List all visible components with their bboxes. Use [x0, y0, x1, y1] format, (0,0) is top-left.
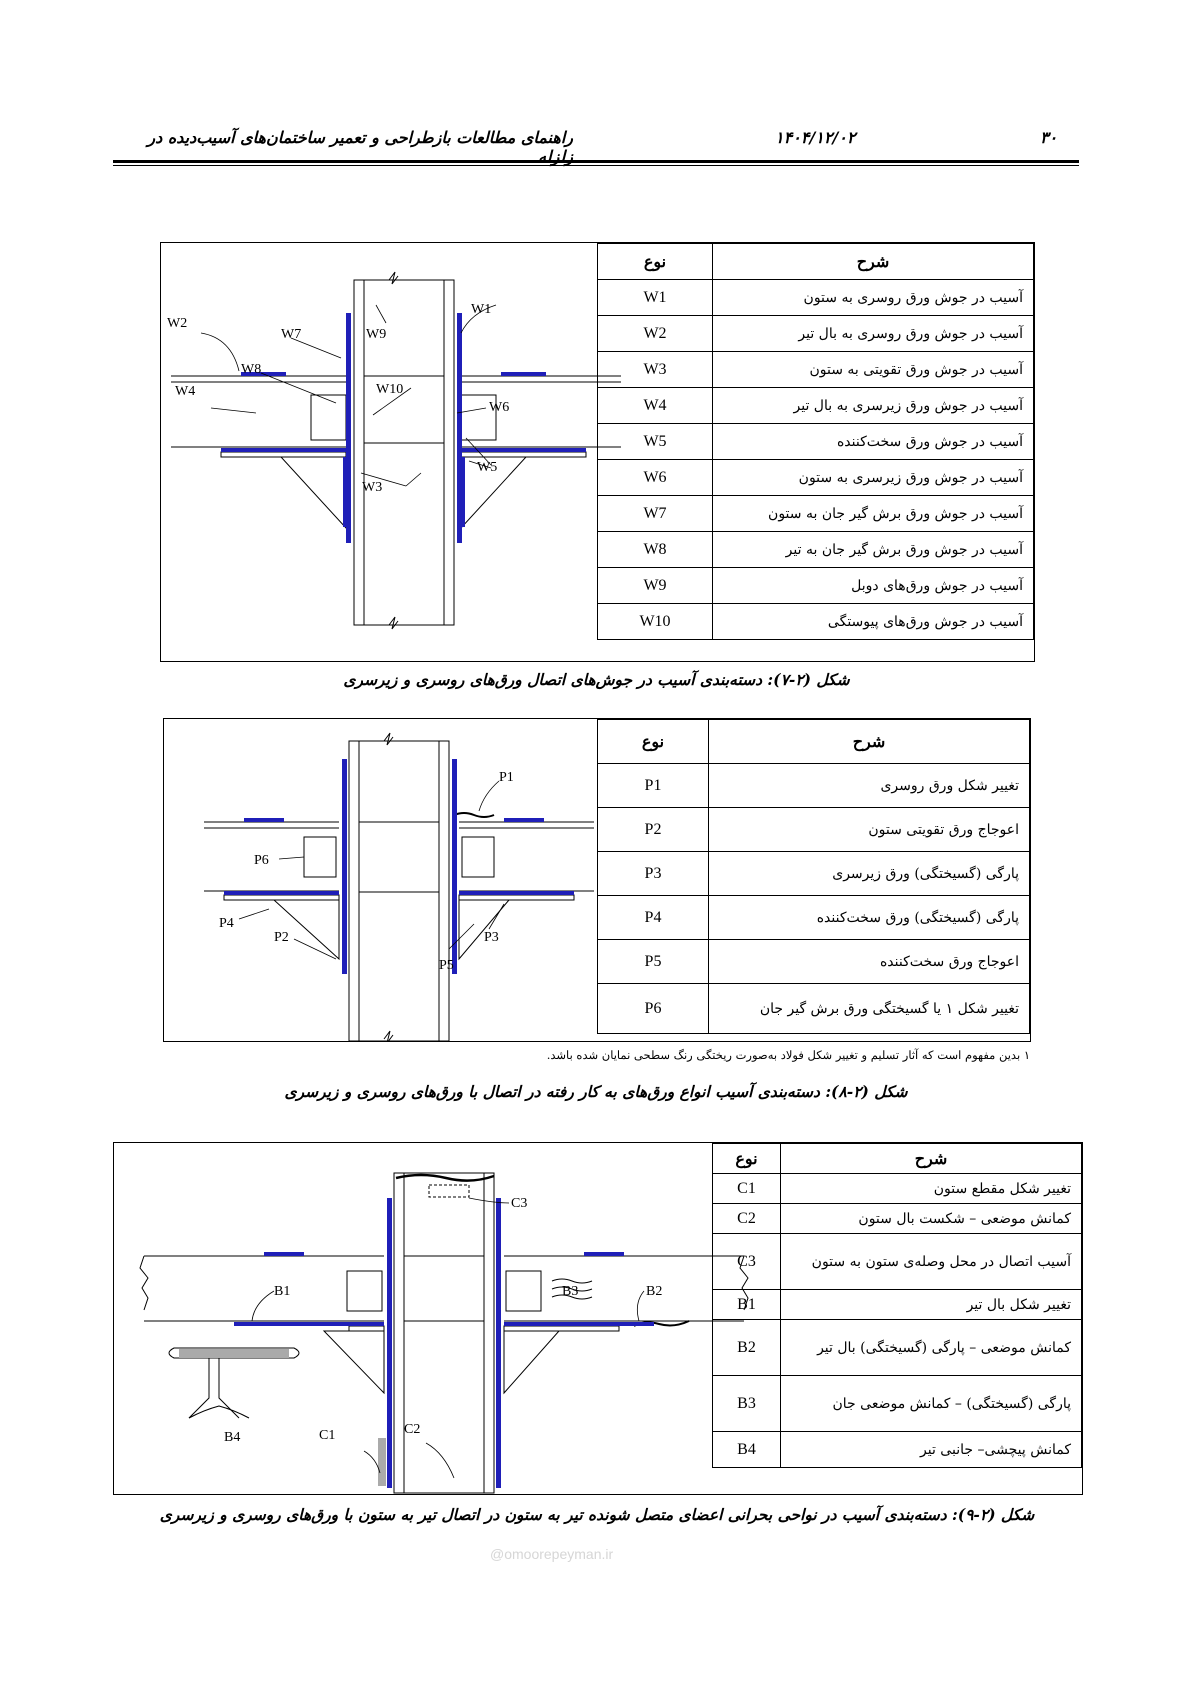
row-desc: آسیب در جوش ورق زیرسری به بال تیر [713, 388, 1034, 424]
caption-2-9: شکل (۲-۹): دسته‌بندی آسیب در نواحی بحرانی اعضای متصل شونده تیر به ستون در اتصال تیر به ستون با ورق‌های روسری و زیرسری [159, 1505, 1035, 1524]
caption-2-8: شکل (۲-۸): دسته‌بندی آسیب انواع ورق‌های به کار رفته در اتصال با ورق‌های روسری و زیرسری [284, 1082, 908, 1101]
col-desc-header: شرح [709, 720, 1030, 764]
row-code: P4 [598, 896, 709, 940]
label-W10: W10 [376, 382, 404, 397]
row-code: P3 [598, 852, 709, 896]
row-desc: اعوجاج ورق تقویتی ستون [709, 808, 1030, 852]
row-code: B1 [713, 1290, 781, 1320]
label-W8: W8 [241, 362, 262, 377]
row-code: B4 [713, 1432, 781, 1468]
row-desc: پارگی (گسیختگی) – کمانش موضعی جان [781, 1376, 1082, 1432]
row-code: W3 [598, 352, 713, 388]
label-W1: W1 [471, 302, 492, 317]
col-desc-header: شرح [713, 244, 1034, 280]
row-desc: اعوجاج ورق سخت‌کننده [709, 940, 1030, 984]
header-date: ۱۴۰۴/۱۲/۰۲ [775, 128, 856, 147]
label-W9: W9 [366, 327, 387, 342]
row-desc: کمانش موضعی – شکست بال ستون [781, 1204, 1082, 1234]
row-code: W7 [598, 496, 713, 532]
col-type-header: نوع [598, 720, 709, 764]
label-B1: B1 [274, 1284, 291, 1299]
label-B3: B3 [562, 1284, 579, 1299]
row-desc: تغییر شکل ۱ یا گسیختگی ورق برش گیر جان [709, 984, 1030, 1034]
row-desc: تغییر شکل مقطع ستون [781, 1174, 1082, 1204]
row-desc: پارگی (گسیختگی) ورق زیرسری [709, 852, 1030, 896]
page-number: ۳۰ [1040, 128, 1058, 147]
row-desc: آسیب در جوش ورق‌های دوبل [713, 568, 1034, 604]
label-P6: P6 [254, 853, 269, 868]
label-B2: B2 [646, 1284, 663, 1299]
figure-2-8 [163, 718, 1031, 1042]
label-P1: P1 [499, 770, 514, 785]
label-W3: W3 [362, 480, 383, 495]
row-desc: کمانش پیچشی– جانبی تیر [781, 1432, 1082, 1468]
row-code: W5 [598, 424, 713, 460]
row-code: C1 [713, 1174, 781, 1204]
row-code: W8 [598, 532, 713, 568]
label-P2: P2 [274, 930, 289, 945]
row-desc: آسیب در جوش ورق تقویتی به ستون [713, 352, 1034, 388]
row-code: W10 [598, 604, 713, 640]
row-code: W2 [598, 316, 713, 352]
row-code: C3 [713, 1234, 781, 1290]
label-W5: W5 [477, 460, 498, 475]
row-desc: آسیب اتصال در محل وصله‌ی ستون به ستون [781, 1234, 1082, 1290]
row-code: P6 [598, 984, 709, 1034]
label-W2: W2 [167, 316, 188, 331]
label-W7: W7 [281, 327, 302, 342]
label-P4: P4 [219, 916, 234, 931]
legend-table-2-9 [712, 1143, 1082, 1468]
label-P5: P5 [439, 958, 454, 973]
label-C1: C1 [319, 1428, 336, 1443]
legend-table-2-8 [597, 719, 1030, 1034]
legend-table-2-7 [597, 243, 1034, 640]
plate-damage-diagram [164, 719, 634, 1041]
row-code: W6 [598, 460, 713, 496]
label-W6: W6 [489, 400, 510, 415]
diagram-labels [219, 770, 514, 973]
header-title: راهنمای مطالعات بازطراحی و تعمیر ساختمان‌های آسیب‌دیده در زلزله [147, 128, 573, 166]
row-desc: تغییر شکل ورق روسری [709, 764, 1030, 808]
row-code: C2 [713, 1204, 781, 1234]
watermark: @omoorepeyman.ir [490, 1546, 614, 1562]
member-damage-diagram [114, 1143, 764, 1494]
label-P3: P3 [484, 930, 499, 945]
row-code: P1 [598, 764, 709, 808]
row-desc: آسیب در جوش ورق روسری به بال تیر [713, 316, 1034, 352]
row-code: P5 [598, 940, 709, 984]
label-C2: C2 [404, 1422, 421, 1437]
row-code: P2 [598, 808, 709, 852]
footnote: ۱ بدین مفهوم است که آثار تسلیم و تغییر شکل فولاد به‌صورت ریختگی رنگ سطحی نمایان شده باشد. [546, 1048, 1030, 1062]
row-code: W1 [598, 280, 713, 316]
row-desc: آسیب در جوش ورق برش گیر جان به تیر [713, 532, 1034, 568]
row-desc: آسیب در جوش ورق‌های پیوستگی [713, 604, 1034, 640]
row-desc: کمانش موضعی – پارگی (گسیختگی) بال تیر [781, 1320, 1082, 1376]
row-code: B2 [713, 1320, 781, 1376]
figure-2-7 [160, 242, 1035, 662]
weld-damage-diagram [161, 243, 631, 661]
col-type-header: نوع [713, 1144, 781, 1174]
row-desc: آسیب در جوش ورق روسری به ستون [713, 280, 1034, 316]
label-C3: C3 [511, 1196, 528, 1211]
col-desc-header: شرح [781, 1144, 1082, 1174]
label-B4: B4 [224, 1430, 241, 1445]
row-desc: پارگی (گسیختگی) ورق سخت‌کننده [709, 896, 1030, 940]
row-code: W4 [598, 388, 713, 424]
label-W4: W4 [175, 384, 196, 399]
header-rule [113, 160, 1079, 163]
row-desc: آسیب در جوش ورق سخت‌کننده [713, 424, 1034, 460]
col-type-header: نوع [598, 244, 713, 280]
header-rule-thin [113, 165, 1079, 166]
row-code: W9 [598, 568, 713, 604]
row-desc: تغییر شکل بال تیر [781, 1290, 1082, 1320]
row-desc: آسیب در جوش ورق زیرسری به ستون [713, 460, 1034, 496]
figure-2-9 [113, 1142, 1083, 1495]
row-code: B3 [713, 1376, 781, 1432]
row-desc: آسیب در جوش ورق برش گیر جان به ستون [713, 496, 1034, 532]
caption-2-7: شکل (۲-۷): دسته‌بندی آسیب در جوش‌های اتصال ورق‌های روسری و زیرسری [343, 670, 850, 689]
